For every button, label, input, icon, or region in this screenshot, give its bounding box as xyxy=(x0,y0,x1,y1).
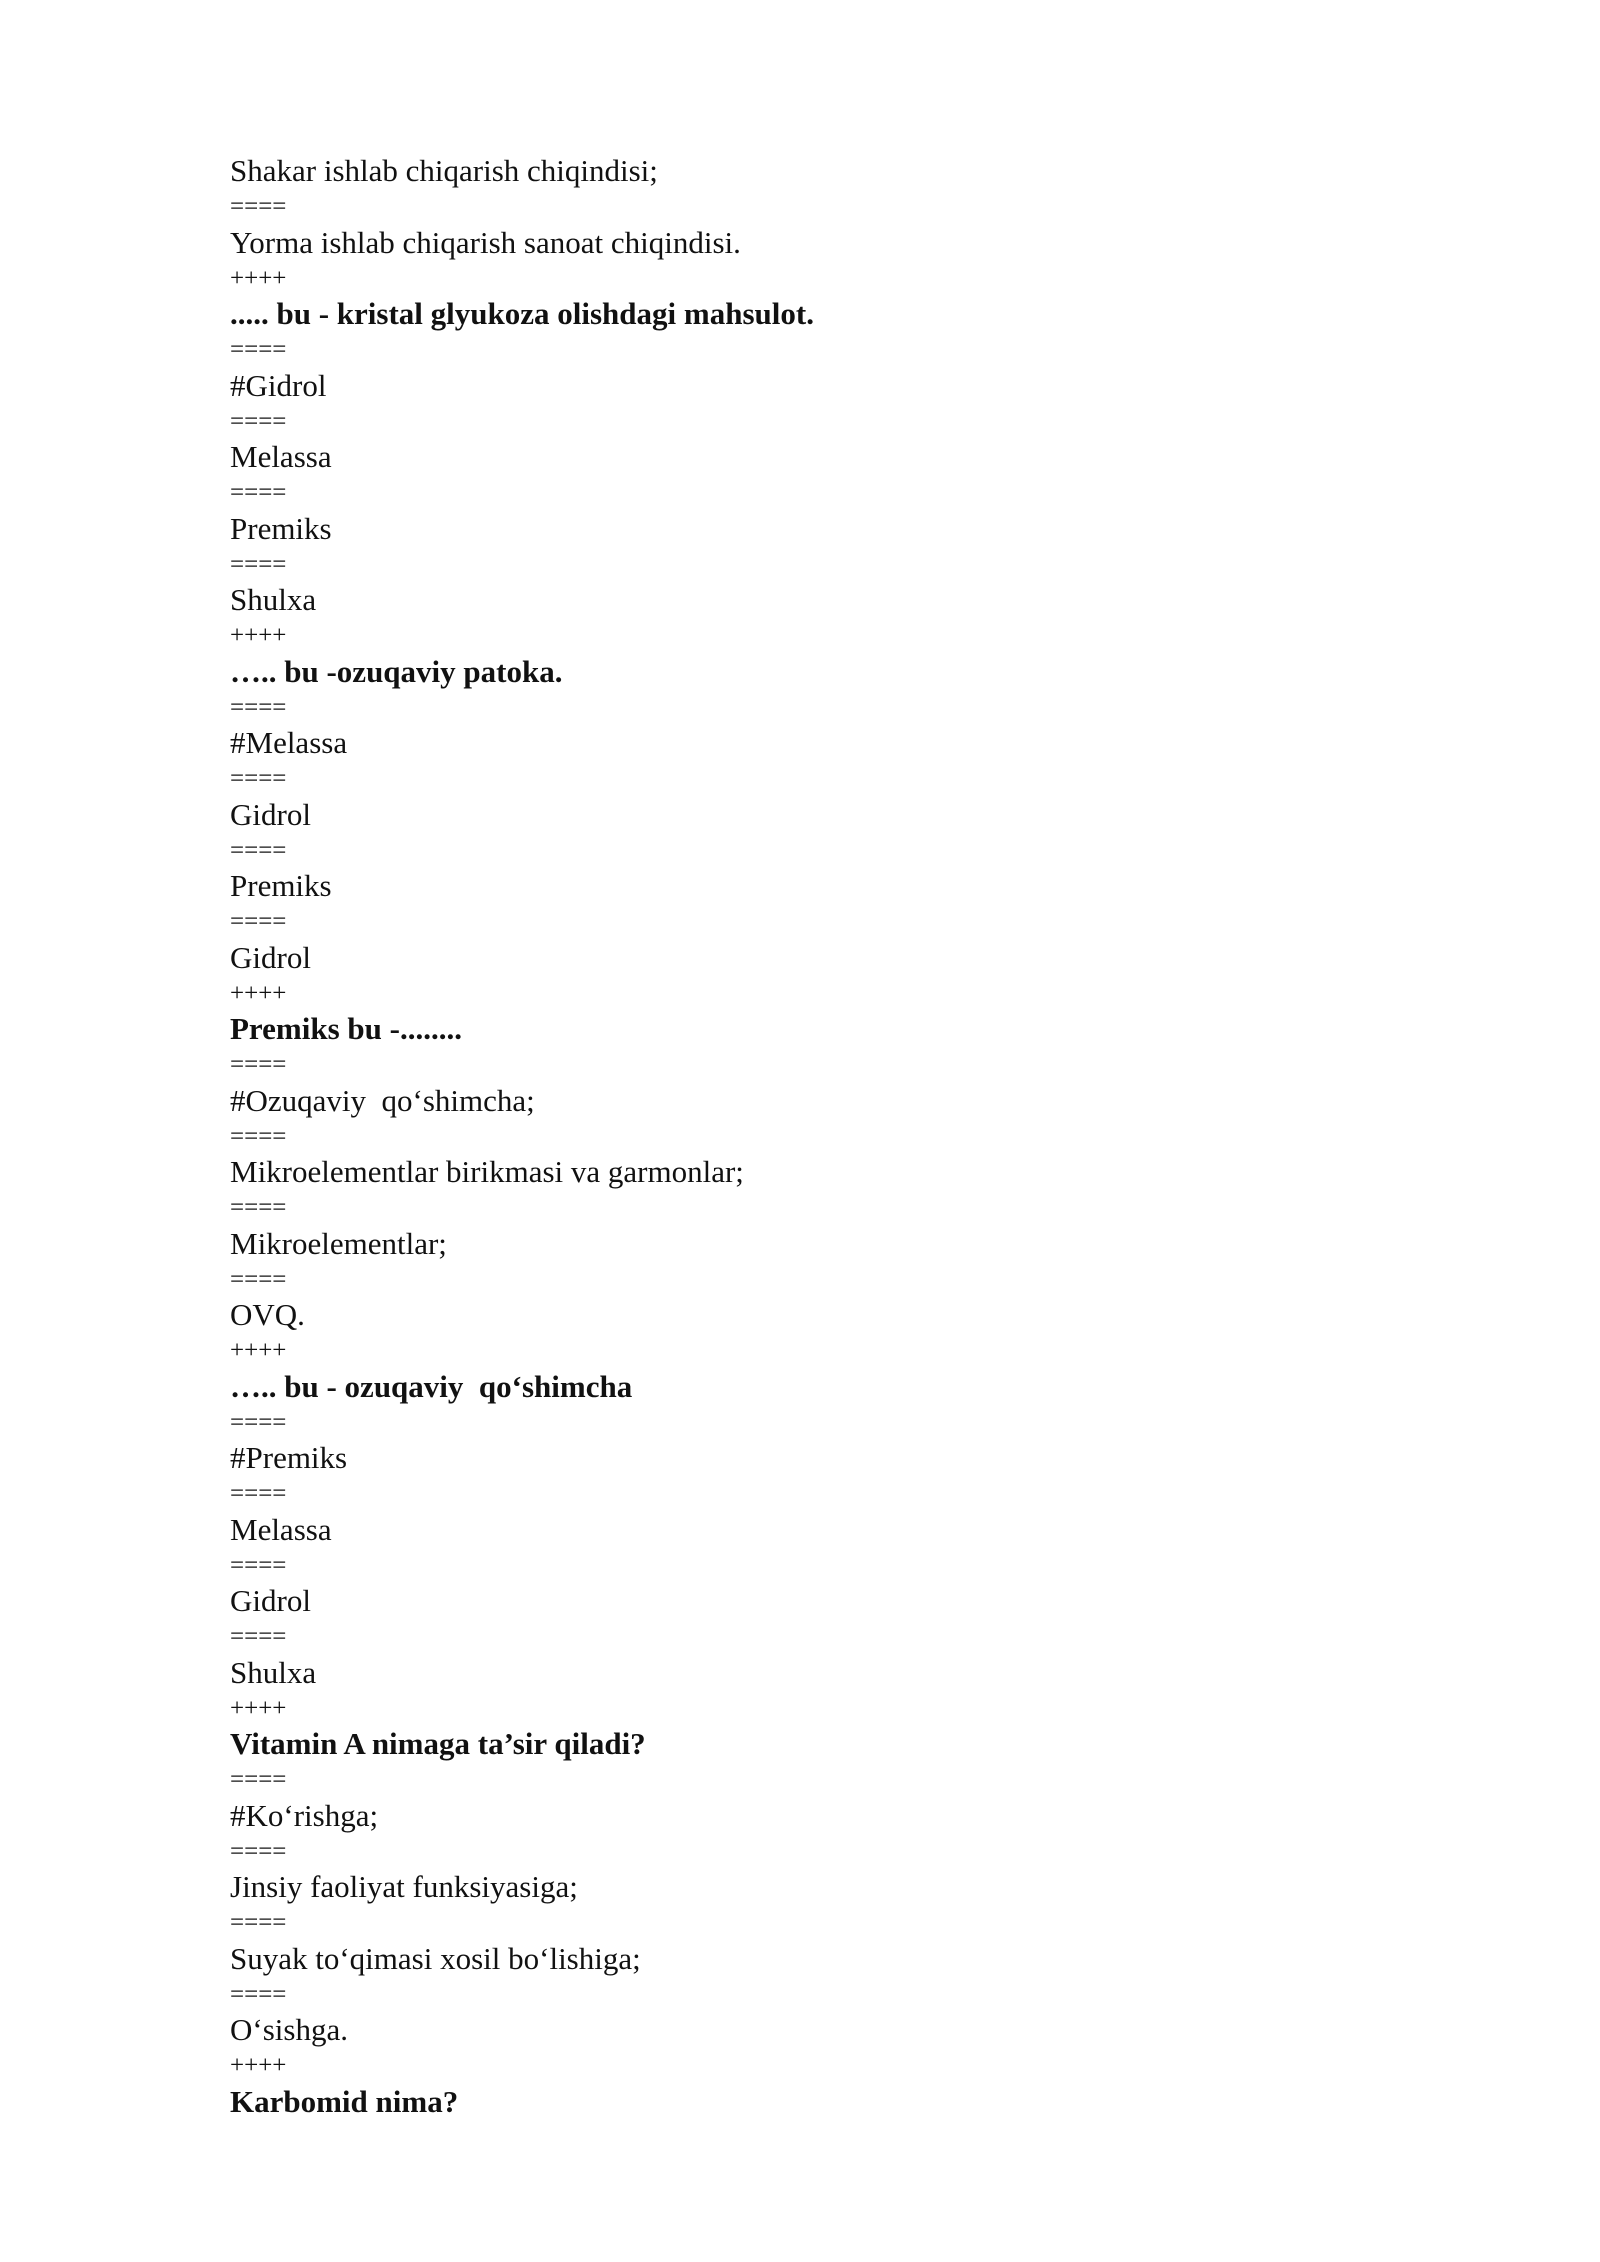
answer-line: Shulxa xyxy=(230,1654,317,1690)
answer-line: Mikroelementlar birikmasi va garmonlar; xyxy=(230,1154,744,1189)
separator-line: ==== xyxy=(230,407,287,435)
separator-line: ++++ xyxy=(230,622,287,649)
separator-line: ==== xyxy=(230,1837,287,1865)
answer-line: Shakar ishlab chiqarish chiqindisi; xyxy=(230,153,658,188)
answer-line: OVQ. xyxy=(230,1297,305,1332)
answer-line: #Ozuqaviy qo‘shimcha; xyxy=(230,1082,535,1118)
separator-line: ==== xyxy=(230,1551,287,1579)
separator-line: ++++ xyxy=(230,1694,287,1722)
answer-line: Shulxa xyxy=(230,582,317,617)
answer-line: Suyak to‘qimasi xosil bo‘lishiga; xyxy=(230,1940,641,1976)
question-heading: ….. bu - ozuqaviy qo‘shimcha xyxy=(230,1368,633,1404)
separator-line: ==== xyxy=(230,1194,287,1221)
answer-line: Gidrol xyxy=(230,1583,311,1618)
separator-line: ==== xyxy=(230,908,287,935)
question-heading: ..... bu - kristal glyukoza olishdagi mahsulot. xyxy=(230,296,814,331)
answer-line: O‘sishga. xyxy=(230,2012,348,2047)
answer-line: Mikroelementlar; xyxy=(230,1225,447,1261)
separator-line: ==== xyxy=(230,1980,287,2008)
answer-line: #Melassa xyxy=(230,725,348,760)
answer-line: #Ko‘rishga; xyxy=(230,1797,379,1833)
separator-line: ++++ xyxy=(230,2052,287,2079)
answer-line: #Premiks xyxy=(230,1440,348,1475)
question-heading: Karbomid nima? xyxy=(230,2083,459,2119)
answer-line: Gidrol xyxy=(230,796,311,832)
separator-line: ==== xyxy=(230,479,287,506)
question-heading: ….. bu -ozuqaviy patoka. xyxy=(230,653,563,689)
answer-line: Melassa xyxy=(230,1511,332,1547)
separator-line: ==== xyxy=(230,1265,287,1293)
answer-line: Premiks xyxy=(230,510,332,546)
answer-line: Jinsiy faoliyat funksiyasiga; xyxy=(230,1869,578,1904)
separator-line: ==== xyxy=(230,1909,287,1936)
separator-line: ==== xyxy=(230,1122,287,1150)
answer-line: Melassa xyxy=(230,439,332,474)
separator-line: ++++ xyxy=(230,979,287,1007)
separator-line: ++++ xyxy=(230,264,287,292)
answer-line: Premiks xyxy=(230,868,332,903)
document-body xyxy=(230,150,1430,2123)
question-heading: Vitamin A nimaga ta’sir qiladi? xyxy=(230,1726,646,1761)
separator-line: ==== xyxy=(230,1051,287,1078)
separator-line: ==== xyxy=(230,1408,287,1436)
separator-line: ==== xyxy=(230,550,287,578)
separator-line: ==== xyxy=(230,1623,287,1650)
separator-line: ==== xyxy=(230,1480,287,1507)
answer-line: Gidrol xyxy=(230,939,311,975)
answer-line: Yorma ishlab chiqarish sanoat chiqindisi. xyxy=(230,224,741,260)
answer-line: #Gidrol xyxy=(230,367,327,403)
question-heading: Premiks bu -........ xyxy=(230,1011,462,1046)
separator-line: ==== xyxy=(230,1766,287,1793)
separator-line: ==== xyxy=(230,336,287,363)
separator-line: ++++ xyxy=(230,1337,287,1364)
separator-line: ==== xyxy=(230,836,287,864)
separator-line: ==== xyxy=(230,693,287,721)
separator-line: ==== xyxy=(230,765,287,792)
separator-line: ==== xyxy=(230,193,287,220)
